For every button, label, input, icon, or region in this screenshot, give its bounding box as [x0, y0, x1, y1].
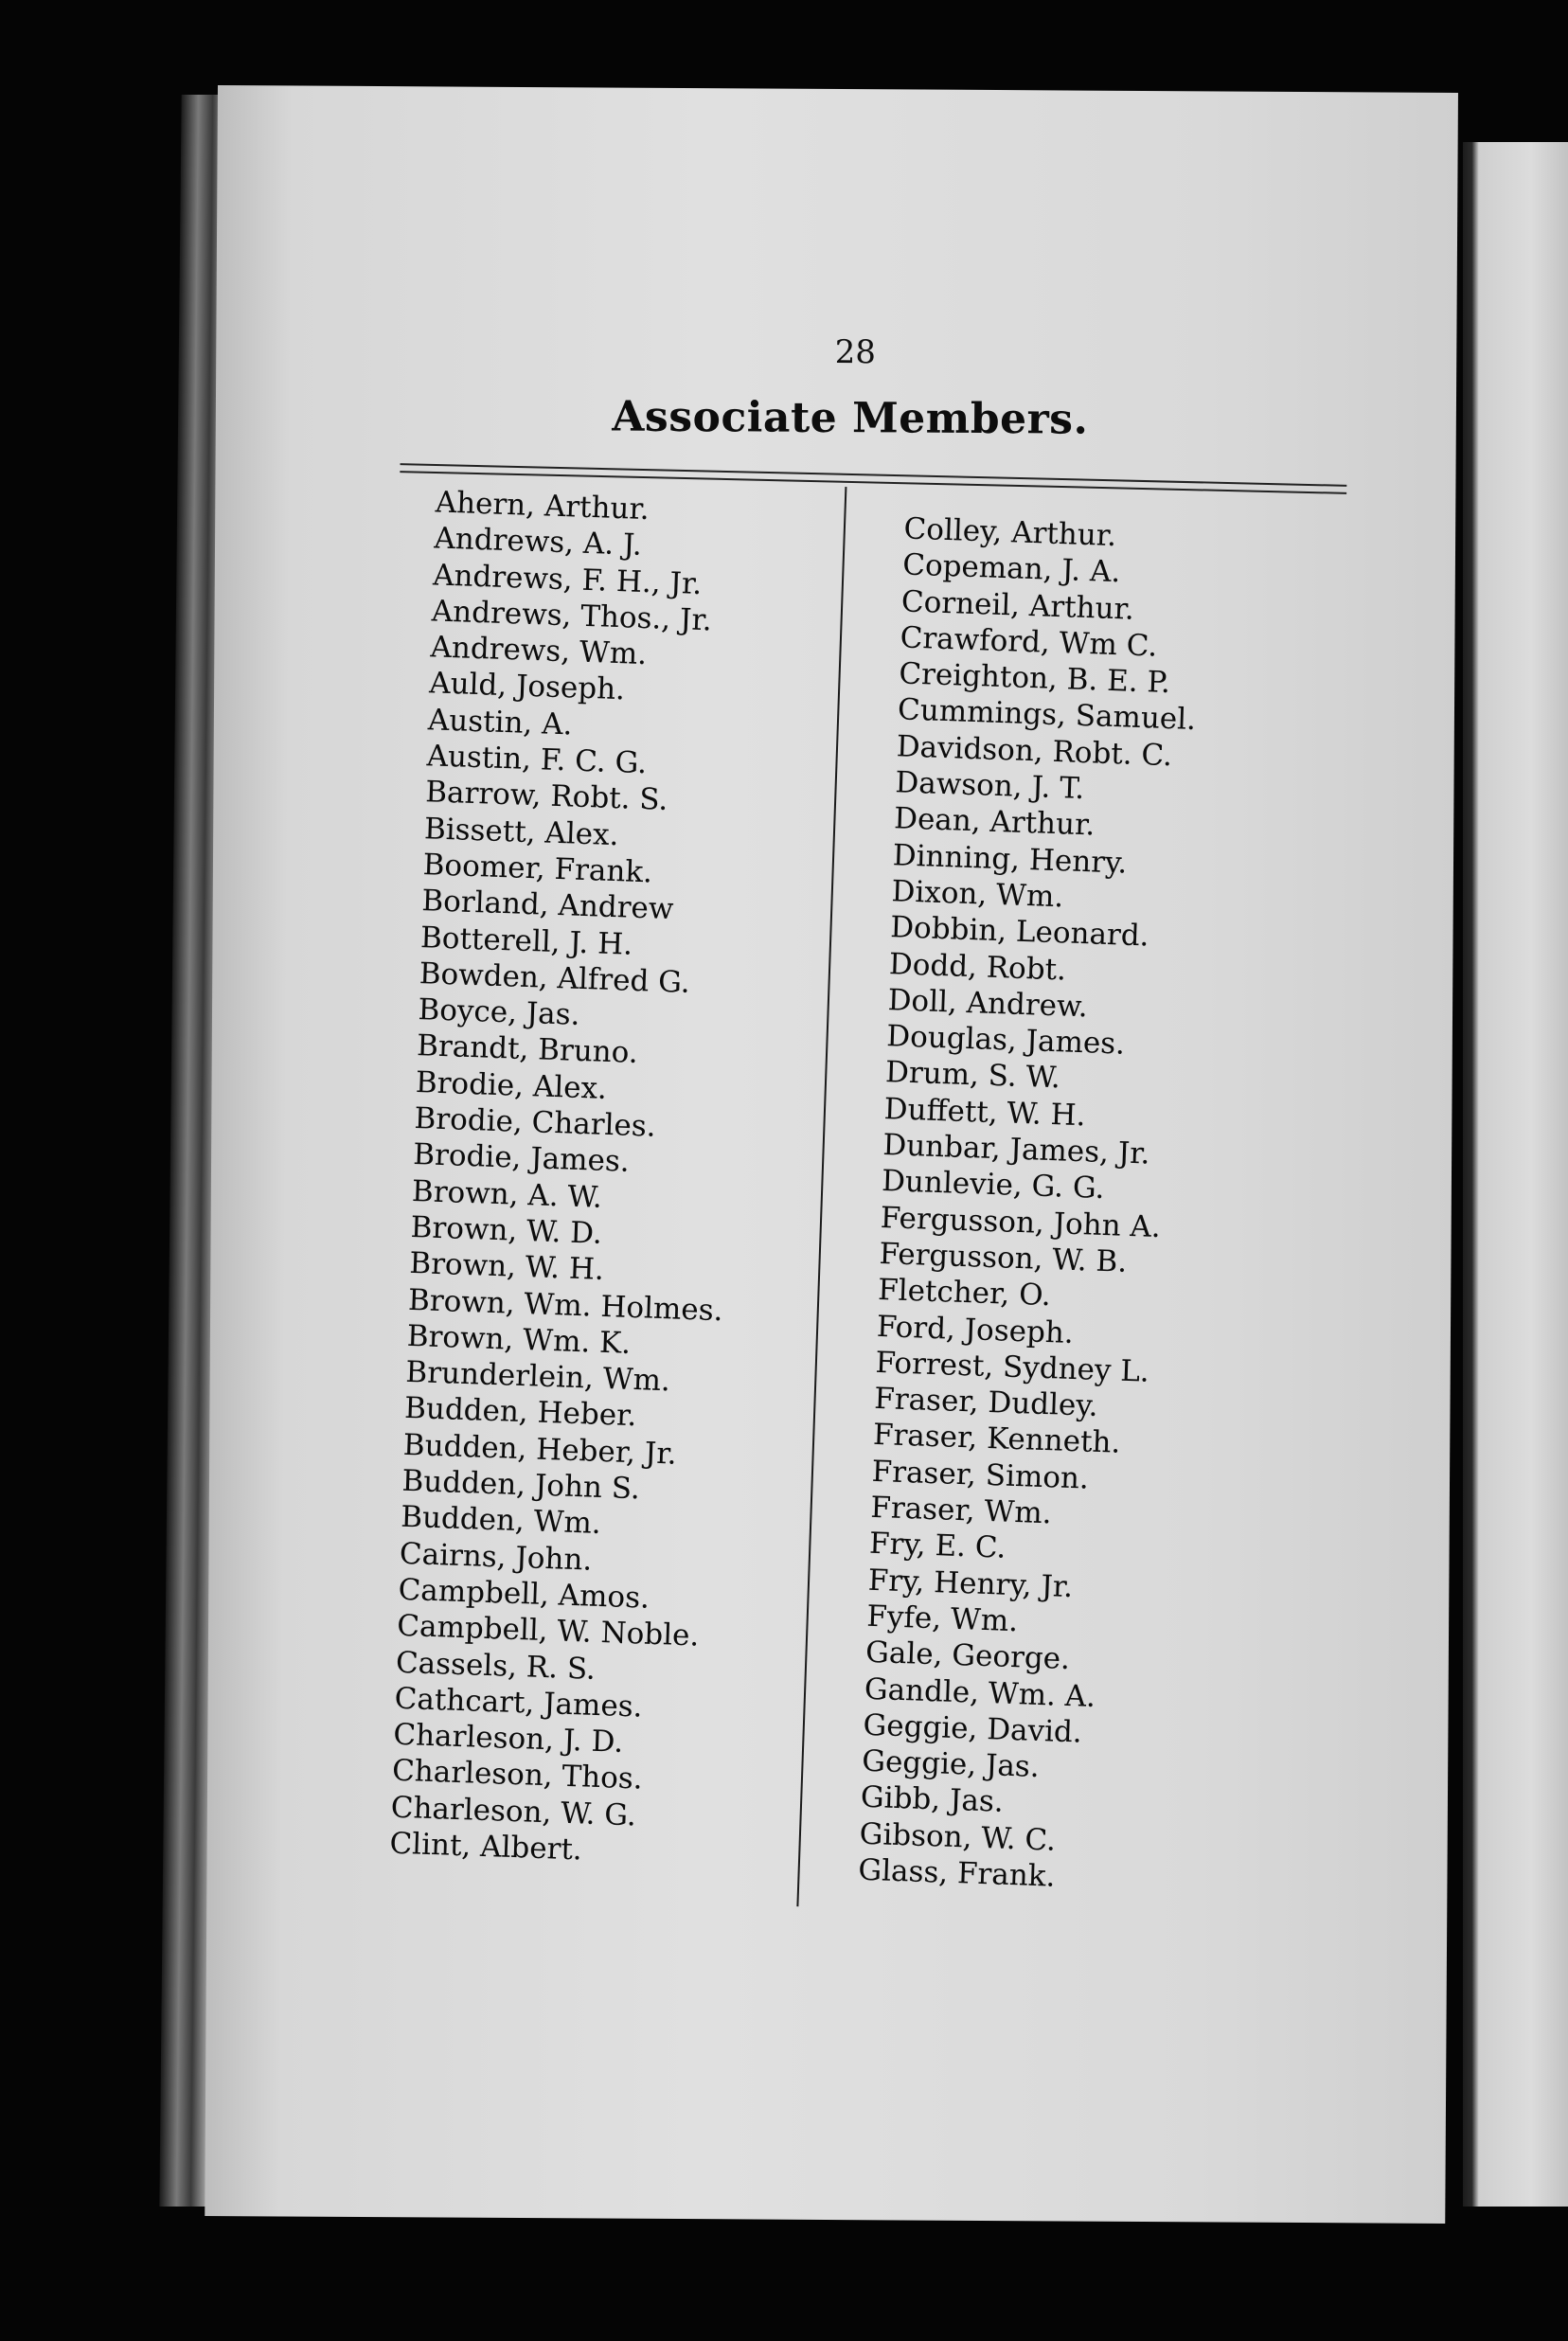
member-entry: Charleson, W. G. [390, 1790, 637, 1833]
member-entry: Dunbar, James, Jr. [882, 1128, 1151, 1171]
column-divider [796, 487, 846, 1906]
member-entry: Forrest, Sydney L. [875, 1345, 1150, 1389]
member-entry: Andrews, Wm. [429, 630, 648, 672]
member-entry: Cairns, John. [399, 1536, 593, 1578]
member-entry: Clint, Albert. [388, 1826, 583, 1867]
member-entry: Copeman, J. A. [901, 547, 1121, 590]
member-entry: Fraser, Simon. [871, 1454, 1090, 1496]
member-entry: Doll, Andrew. [887, 983, 1089, 1025]
member-entry: Dobbin, Leonard. [889, 910, 1150, 954]
member-entry: Budden, Heber. [403, 1391, 637, 1434]
member-entry: Fyfe, Wm. [865, 1599, 1019, 1639]
member-entry: Duffett, W. H. [883, 1091, 1087, 1134]
member-entry: Andrews, A. J. [433, 521, 643, 563]
member-entry: Fry, E. C. [868, 1527, 1007, 1566]
member-entry: Andrews, F. H., Jr. [432, 557, 703, 601]
member-entry: Ford, Joseph. [876, 1309, 1075, 1350]
member-entry: Gibb, Jas. [860, 1780, 1005, 1820]
member-entry: Bissett, Alex. [423, 811, 620, 852]
member-entry: Brandt, Bruno. [416, 1028, 639, 1071]
member-entry: Dean, Arthur. [893, 801, 1096, 843]
member-entry: Dunlevie, G. G. [881, 1164, 1106, 1206]
member-entry: Fraser, Dudley. [873, 1382, 1099, 1424]
member-entry: Brown, W. D. [410, 1209, 603, 1251]
member-entry: Austin, A. [427, 703, 574, 742]
member-list-left-column [389, 484, 751, 1872]
member-entry: Dodd, Robt. [888, 946, 1067, 988]
member-entry: Charleson, J. D. [392, 1717, 624, 1760]
member-entry: Douglas, James. [885, 1019, 1126, 1062]
member-entry: Fry, Henry, Jr. [867, 1563, 1074, 1604]
member-entry: Ahern, Arthur. [435, 485, 650, 527]
member-entry: Gandle, Wm. A. [864, 1671, 1096, 1714]
member-entry: Boomer, Frank. [422, 848, 653, 890]
member-entry: Campbell, Amos. [398, 1572, 650, 1616]
member-entry: Fraser, Wm. [869, 1490, 1053, 1531]
member-entry: Creighton, B. E. P. [898, 656, 1171, 701]
member-entry: Budden, John S. [401, 1463, 641, 1507]
member-entry: Brown, W. H. [408, 1246, 605, 1288]
member-entry: Fergusson, John A. [880, 1200, 1162, 1244]
member-entry: Brown, Wm. K. [406, 1318, 632, 1361]
member-entry: Geggie, Jas. [861, 1743, 1041, 1785]
member-entry: Andrews, Thos., Jr. [431, 594, 713, 638]
member-entry: Budden, Wm. [400, 1500, 602, 1542]
member-entry: Brown, A. W. [411, 1173, 603, 1215]
member-entry: Dawson, J. T. [894, 765, 1085, 807]
member-entry: Botterell, J. H. [419, 920, 633, 962]
member-entry: Budden, Heber, Jr. [402, 1427, 678, 1472]
member-entry: Barrow, Robt. S. [424, 775, 668, 818]
member-entry: Crawford, Wm C. [900, 620, 1158, 664]
member-entry: Davidson, Robt. C. [896, 729, 1173, 773]
member-entry: Cassels, R. S. [395, 1645, 597, 1687]
member-entry: Brodie, Charles. [414, 1101, 657, 1144]
member-entry: Colley, Arthur. [903, 511, 1117, 554]
book-page [205, 85, 1458, 2224]
member-entry: Gibson, W. C. [859, 1816, 1057, 1858]
member-entry: Dinning, Henry. [892, 837, 1128, 881]
member-entry: Brodie, Alex. [415, 1064, 608, 1106]
member-entry: Brodie, James. [412, 1137, 631, 1180]
member-list-right-column [858, 510, 1203, 1898]
member-entry: Glass, Frank. [857, 1852, 1057, 1894]
member-entry: Brunderlein, Wm. [404, 1355, 671, 1399]
member-entry: Fraser, Kenneth. [872, 1418, 1121, 1461]
page-number: 28 [834, 332, 877, 372]
member-entry: Fergusson, W. B. [878, 1236, 1128, 1279]
member-entry: Campbell, W. Noble. [396, 1608, 700, 1653]
member-entry: Dixon, Wm. [890, 874, 1064, 915]
member-entry: Charleson, Thos. [391, 1754, 644, 1797]
page-title: Associate Members. [612, 392, 1089, 444]
member-entry: Corneil, Arthur. [900, 583, 1135, 627]
member-entry: Cathcart, James. [394, 1681, 644, 1724]
member-entry: Auld, Joseph. [428, 666, 626, 707]
member-entry: Austin, F. C. G. [426, 739, 648, 781]
member-entry: Geggie, David. [863, 1707, 1083, 1750]
member-entry: Brown, Wm. Holmes. [407, 1282, 724, 1328]
member-entry: Fletcher, O. [877, 1273, 1052, 1313]
facing-page-edge [1463, 142, 1568, 2207]
member-entry: Borland, Andrew [420, 884, 674, 927]
member-entry: Boyce, Jas. [417, 992, 581, 1033]
member-entry: Bowden, Alfred G. [419, 956, 691, 1000]
member-entry: Drum, S. W. [884, 1055, 1061, 1096]
member-entry: Gale, George. [864, 1635, 1071, 1677]
member-entry: Cummings, Samuel. [897, 692, 1197, 738]
